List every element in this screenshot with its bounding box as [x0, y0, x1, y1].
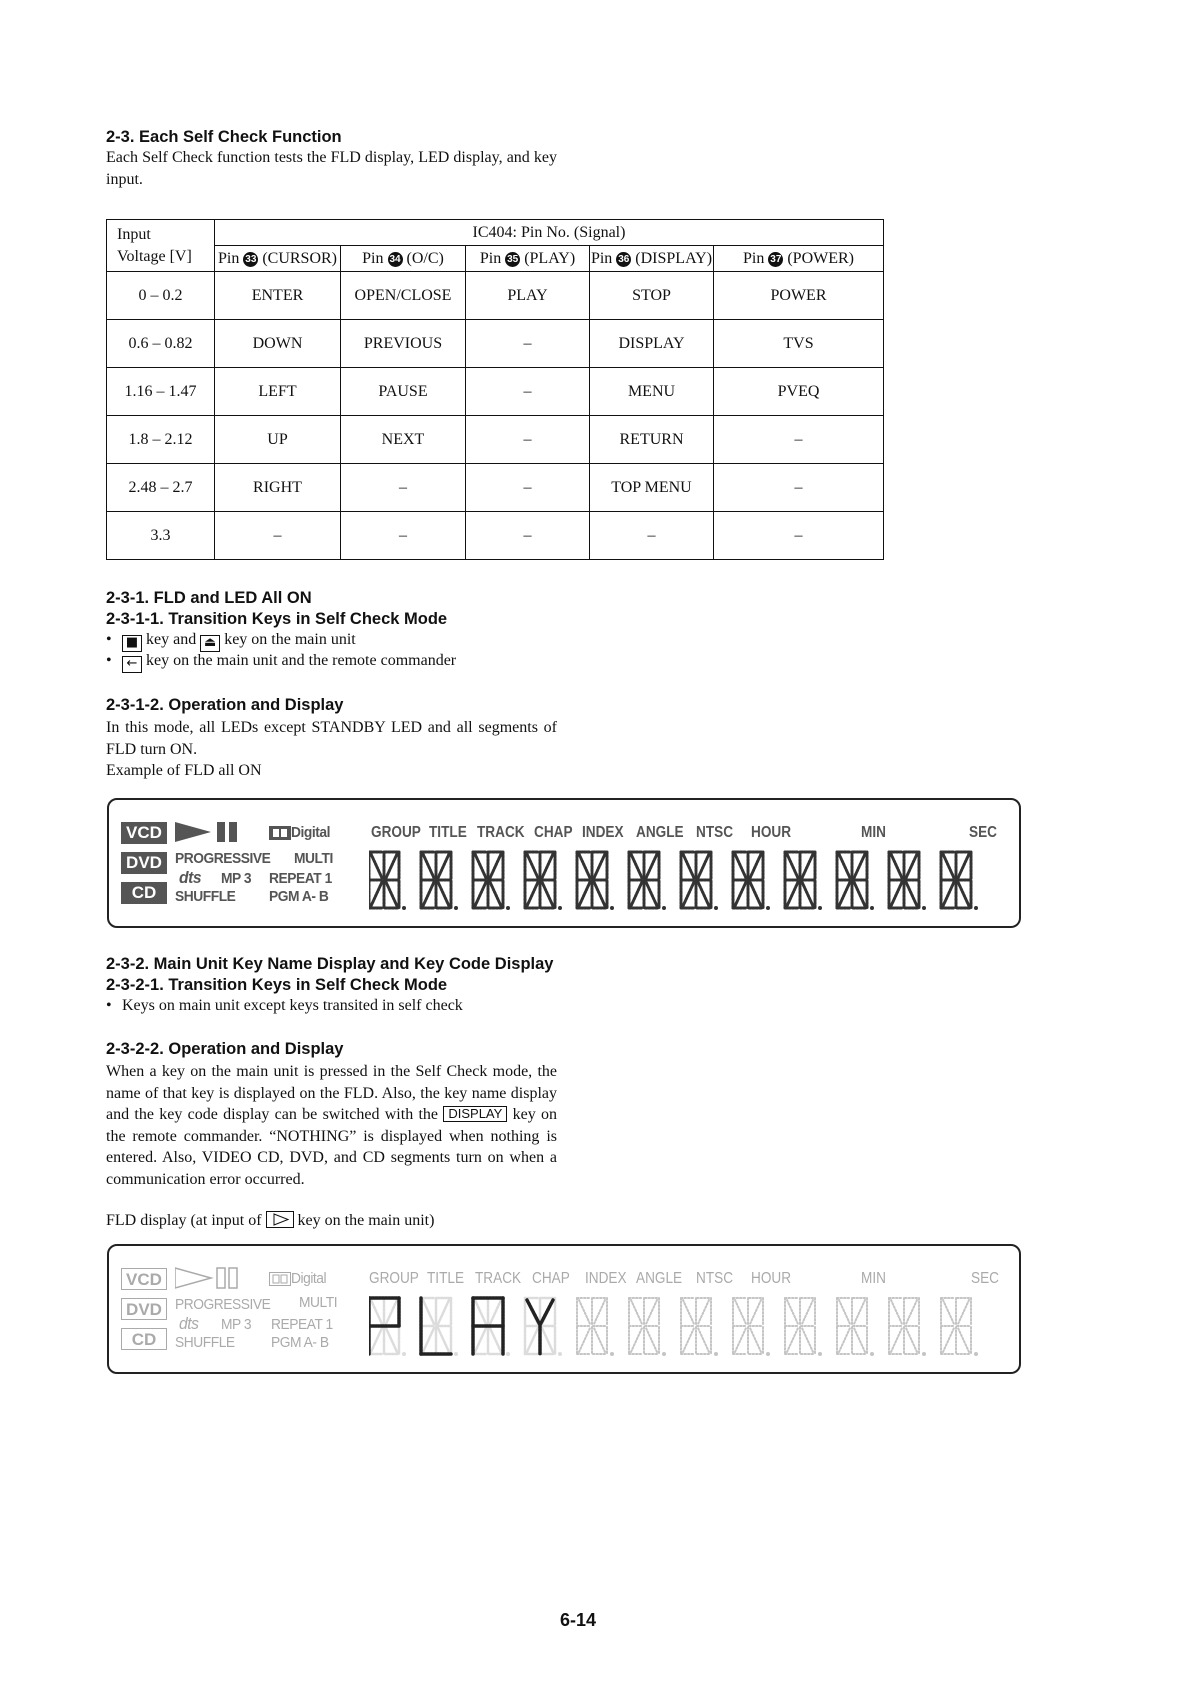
repeat-label: REPEAT 1: [269, 870, 332, 887]
fld-segment: [490, 882, 501, 906]
digital-label: Digital: [291, 1270, 327, 1287]
fld-segment: [423, 882, 434, 906]
vcd-indicator: VCD: [121, 1268, 167, 1290]
pgm-ab-label: PGM A- B: [269, 888, 329, 905]
vcd-indicator: VCD: [121, 822, 167, 844]
fld-dot: [922, 1352, 926, 1356]
fld-dot: [558, 1352, 562, 1356]
cd-indicator: CD: [121, 1328, 167, 1350]
mp3-label: MP 3: [221, 870, 252, 887]
fld-segment: [958, 1328, 969, 1352]
fld-segment: [891, 1300, 902, 1324]
fld-segment: [371, 1328, 382, 1352]
caption-text: FLD display (at input of: [106, 1212, 262, 1229]
fld-segment: [839, 1328, 850, 1352]
min-label: MIN: [861, 824, 886, 841]
input-voltage-header: [107, 220, 215, 272]
hour-label: HOUR: [751, 824, 792, 841]
fld-segment: [646, 1328, 657, 1352]
fld-digit-row: [369, 1296, 1009, 1360]
fld-segment: [475, 1328, 486, 1352]
fld-dot: [818, 906, 822, 910]
fld-segment: [579, 882, 590, 906]
pin-33-header: [215, 246, 341, 272]
fld-segment: [735, 1328, 746, 1352]
fld-dot: [506, 906, 510, 910]
index-label: INDEX: [582, 824, 624, 841]
dvd-indicator: DVD: [121, 852, 167, 874]
table-cell: PAUSE: [341, 368, 466, 416]
s232-body: [106, 1061, 557, 1190]
fld-segment: [802, 854, 813, 878]
table-row: [107, 512, 884, 560]
table-header-row: [107, 220, 884, 246]
fld-segment: [802, 882, 813, 906]
fld-segment: [527, 854, 538, 878]
fld-segment: [475, 854, 486, 878]
index-label: INDEX: [585, 1270, 627, 1287]
s231-sub2: 2-3-1-2. Operation and Display: [106, 696, 344, 714]
title-label: TITLE: [427, 1270, 465, 1287]
s231-title: 2-3-1. FLD and LED All ON: [106, 589, 312, 607]
table-cell: UP: [215, 416, 341, 464]
dolby-icon: [269, 826, 291, 840]
shuffle-label: SHUFFLE: [175, 1334, 235, 1351]
fld-segment: [750, 882, 761, 906]
bullet-text: key on the main unit: [224, 631, 356, 648]
table-row: [107, 320, 884, 368]
s232-sub2: 2-3-2-2. Operation and Display: [106, 1040, 344, 1058]
multi-label: MULTI: [299, 1294, 338, 1311]
display-key-icon: DISPLAY: [443, 1106, 507, 1122]
pin-number: 37: [770, 253, 782, 265]
digital-label: Digital: [291, 824, 330, 841]
fld-caption: [106, 1210, 434, 1232]
angle-label: ANGLE: [636, 1270, 683, 1287]
hour-label: HOUR: [751, 1270, 792, 1287]
fld-segment: [906, 882, 917, 906]
fld-segment: [683, 1300, 694, 1324]
fld-segment: [943, 1328, 954, 1352]
fld-segment: [891, 1328, 902, 1352]
pin-prefix: Pin: [743, 249, 765, 267]
mp3-label: MP 3: [221, 1316, 252, 1333]
table-cell: –: [590, 512, 714, 560]
fld-dot: [870, 906, 874, 910]
sec-label: SEC: [971, 1270, 999, 1287]
table-cell: –: [466, 416, 590, 464]
table-cell: DISPLAY: [590, 320, 714, 368]
ntsc-label: NTSC: [696, 1270, 734, 1287]
table-cell: LEFT: [215, 368, 341, 416]
fld-segment: [958, 882, 969, 906]
body-text: When a key on the main unit is pressed in the Self Check mode, the name of that key is displayed on the FLD. Also, the key name display and the key code display can be switched with the: [106, 1063, 557, 1123]
signal-header: IC404: Pin No. (Signal): [215, 220, 884, 246]
s231-example: Example of FLD all ON: [106, 762, 262, 779]
table-cell: –: [466, 464, 590, 512]
fld-segment: [854, 854, 865, 878]
fld-segment: [906, 1328, 917, 1352]
fld-segment: [423, 1300, 434, 1324]
fld-segment: [527, 1328, 538, 1352]
table-cell: –: [466, 320, 590, 368]
body-text: key on the remote commander. “NOTHING” is displayed when nothing is entered. Also, VIDEO CD, DVD, and CD segments turn on when a communication error occurred.: [106, 1106, 558, 1188]
fld-segment: [958, 1300, 969, 1324]
table-cell: –: [215, 512, 341, 560]
table-cell: –: [714, 464, 884, 512]
ic404-pin-table: [106, 219, 884, 560]
fld-segment: [943, 1300, 954, 1324]
fld-segment: [943, 854, 954, 878]
fld-dot: [402, 1352, 406, 1356]
multi-label: MULTI: [294, 850, 333, 867]
table-cell: TOP MENU: [590, 464, 714, 512]
pin-prefix: Pin: [590, 249, 613, 267]
fld-segment: [839, 854, 850, 878]
fld-segment: [579, 1300, 590, 1324]
cd-indicator: CD: [121, 882, 167, 904]
progressive-label: PROGRESSIVE: [175, 1296, 271, 1313]
fld-segment: [646, 854, 657, 878]
pin-35-header: [466, 246, 590, 272]
fld-segment: [386, 1300, 397, 1324]
pin-label: (POWER): [787, 249, 854, 267]
page-number: 6-14: [560, 1610, 597, 1630]
sec-label: SEC: [969, 824, 997, 841]
chap-label: CHAP: [532, 1270, 570, 1287]
table-cell: 3.3: [107, 512, 215, 560]
fld-segment: [475, 882, 486, 906]
fld-segment: [475, 1300, 486, 1324]
fld-segment: [943, 882, 954, 906]
chap-label: CHAP: [534, 824, 573, 841]
section-title: 2-3. Each Self Check Function: [106, 128, 342, 146]
fld-segment: [542, 1328, 553, 1352]
table-cell: MENU: [590, 368, 714, 416]
list-item: • ■ key and ⏏ key on the main unit: [106, 631, 356, 650]
pin-prefix: Pin: [479, 249, 502, 267]
table-cell: RETURN: [590, 416, 714, 464]
fld-segment: [594, 1328, 605, 1352]
fld-segment: [438, 1328, 449, 1352]
fld-segment: [540, 1300, 553, 1325]
fld-segment: [438, 882, 449, 906]
fld-segment: [698, 1328, 709, 1352]
pin-label: (PLAY): [524, 249, 576, 267]
fld-segment: [594, 1300, 605, 1324]
fld-dot: [558, 906, 562, 910]
table-cell: 1.8 – 2.12: [107, 416, 215, 464]
table-cell: TVS: [714, 320, 884, 368]
fld-segment: [371, 882, 382, 906]
s232-title: 2-3-2. Main Unit Key Name Display and Key Code Display: [106, 955, 554, 973]
input-header-line2: Voltage [V]: [117, 247, 192, 265]
fld-dot: [870, 1352, 874, 1356]
table-cell: OPEN/CLOSE: [341, 272, 466, 320]
fld-segment: [527, 1300, 540, 1325]
fld-segment: [594, 854, 605, 878]
fld-segment: [438, 854, 449, 878]
table-cell: –: [341, 464, 466, 512]
dvd-indicator: DVD: [121, 1298, 167, 1320]
fld-segment: [423, 854, 434, 878]
pin-37-header: [714, 246, 884, 272]
s232-sub1: 2-3-2-1. Transition Keys in Self Check Mode: [106, 976, 448, 994]
table-cell: 0 – 0.2: [107, 272, 215, 320]
fld-segment: [386, 882, 397, 906]
fld-segment: [542, 854, 553, 878]
fld-segment: [735, 1300, 746, 1324]
fld-segment: [787, 1328, 798, 1352]
table-row: [107, 272, 884, 320]
pin-label: (CURSOR): [262, 249, 338, 267]
fld-segment: [631, 1300, 642, 1324]
repeat-label: REPEAT 1: [271, 1316, 333, 1333]
fld-dot: [610, 1352, 614, 1356]
table-cell: STOP: [590, 272, 714, 320]
dolby-icon: [269, 1272, 291, 1286]
caption-text: key on the main unit): [297, 1212, 435, 1229]
fld-dot: [818, 1352, 822, 1356]
return-key-icon: ←: [122, 656, 142, 673]
track-label: TRACK: [477, 824, 525, 841]
fld-segment: [579, 1328, 590, 1352]
table-row: [107, 368, 884, 416]
list-item: • ← key on the main unit and the remote commander: [106, 652, 457, 671]
play-key-icon: [266, 1211, 294, 1228]
table-cell: ENTER: [215, 272, 341, 320]
fld-segment: [490, 854, 501, 878]
table-row: [107, 416, 884, 464]
table-cell: –: [466, 368, 590, 416]
fld-segment: [646, 882, 657, 906]
section-intro: Each Self Check function tests the FLD display, LED display, and key input.: [106, 149, 557, 188]
fld-segment: [386, 1328, 397, 1352]
fld-segment: [802, 1300, 813, 1324]
title-label: TITLE: [429, 824, 467, 841]
fld-dot: [662, 906, 666, 910]
fld-dot: [974, 1352, 978, 1356]
ntsc-label: NTSC: [696, 824, 734, 841]
dts-label: dts: [179, 868, 202, 887]
fld-dot: [506, 1352, 510, 1356]
pin-36-header: [590, 246, 714, 272]
pin-header-row: [107, 246, 884, 272]
fld-segment: [698, 1300, 709, 1324]
fld-segment: [683, 882, 694, 906]
table-cell: 1.16 – 1.47: [107, 368, 215, 416]
stop-key-icon: ■: [122, 635, 142, 652]
play-pause-icon: [175, 1266, 241, 1290]
fld-segment: [490, 1328, 501, 1352]
fld-dot: [714, 1352, 718, 1356]
fld-dot: [922, 906, 926, 910]
progressive-label: PROGRESSIVE: [175, 850, 271, 867]
fld-dot: [610, 906, 614, 910]
fld-segment: [750, 854, 761, 878]
fld-segment: [646, 1300, 657, 1324]
fld-dot: [402, 906, 406, 910]
input-header-line1: Input: [117, 225, 151, 243]
pgm-ab-label: PGM A- B: [271, 1334, 329, 1351]
group-label: GROUP: [371, 824, 421, 841]
angle-label: ANGLE: [636, 824, 684, 841]
list-item: • Keys on main unit except keys transited in self check: [106, 997, 463, 1014]
fld-segment: [594, 882, 605, 906]
pin-number: 35: [507, 253, 519, 265]
fld-segment: [542, 882, 553, 906]
dts-label: dts: [179, 1314, 199, 1333]
fld-segment: [787, 1300, 798, 1324]
fld-segment: [891, 854, 902, 878]
fld-segment: [371, 1300, 382, 1324]
table-cell: NEXT: [341, 416, 466, 464]
table-cell: –: [466, 512, 590, 560]
table-cell: –: [714, 416, 884, 464]
fld-segment: [698, 854, 709, 878]
fld-segment: [839, 1300, 850, 1324]
pin-number: 33: [245, 253, 257, 265]
pin-number: 34: [389, 253, 401, 265]
fld-segment: [958, 854, 969, 878]
fld-key-name-panel: [107, 1244, 1021, 1374]
s231-body: In this mode, all LEDs except STANDBY LED and all segments of FLD turn ON.: [106, 719, 557, 758]
bullet-text: Keys on main unit except keys transited in self check: [122, 997, 463, 1014]
fld-dot: [454, 906, 458, 910]
fld-segment: [579, 854, 590, 878]
bullet-text: key and: [146, 631, 197, 648]
fld-dot: [662, 1352, 666, 1356]
track-label: TRACK: [475, 1270, 522, 1287]
fld-digit-row: [369, 850, 1009, 914]
fld-segment: [683, 1328, 694, 1352]
fld-segment: [423, 1328, 434, 1352]
fld-segment: [386, 854, 397, 878]
fld-segment: [631, 1328, 642, 1352]
fld-all-on-panel: [107, 798, 1021, 928]
fld-dot: [766, 1352, 770, 1356]
fld-segment: [854, 1300, 865, 1324]
shuffle-label: SHUFFLE: [175, 888, 236, 905]
fld-dot: [974, 906, 978, 910]
fld-dot: [454, 1352, 458, 1356]
fld-segment: [787, 854, 798, 878]
fld-segment: [735, 882, 746, 906]
fld-segment: [787, 882, 798, 906]
fld-segment: [698, 882, 709, 906]
fld-segment: [906, 854, 917, 878]
group-label: GROUP: [369, 1270, 419, 1287]
table-cell: DOWN: [215, 320, 341, 368]
pin-label: (O/C): [406, 249, 444, 267]
fld-segment: [891, 882, 902, 906]
table-cell: RIGHT: [215, 464, 341, 512]
pin-34-header: [341, 246, 466, 272]
table-cell: POWER: [714, 272, 884, 320]
table-cell: PLAY: [466, 272, 590, 320]
table-cell: 0.6 – 0.82: [107, 320, 215, 368]
fld-segment: [683, 854, 694, 878]
fld-segment: [854, 882, 865, 906]
pin-prefix: Pin: [362, 249, 384, 267]
fld-segment: [631, 882, 642, 906]
eject-key-icon: ⏏: [200, 635, 220, 652]
table-cell: –: [341, 512, 466, 560]
fld-segment: [802, 1328, 813, 1352]
table-cell: PREVIOUS: [341, 320, 466, 368]
pin-label: (DISPLAY): [635, 249, 713, 267]
table-cell: PVEQ: [714, 368, 884, 416]
fld-segment: [527, 882, 538, 906]
pin-number: 36: [618, 253, 630, 265]
table-cell: 2.48 – 2.7: [107, 464, 215, 512]
s231-sub1: 2-3-1-1. Transition Keys in Self Check Mode: [106, 610, 448, 628]
fld-segment: [735, 854, 746, 878]
table-cell: –: [714, 512, 884, 560]
fld-segment: [750, 1300, 761, 1324]
fld-segment: [631, 854, 642, 878]
table-row: [107, 464, 884, 512]
fld-segment: [490, 1300, 501, 1324]
fld-segment: [839, 882, 850, 906]
fld-dot: [714, 906, 718, 910]
fld-segment: [371, 854, 382, 878]
fld-segment: [750, 1328, 761, 1352]
bullet-text: key on the main unit and the remote commander: [146, 652, 457, 669]
play-pause-icon: [175, 820, 241, 844]
fld-segment: [438, 1300, 449, 1324]
min-label: MIN: [861, 1270, 886, 1287]
fld-segment: [854, 1328, 865, 1352]
fld-segment: [906, 1300, 917, 1324]
pin-prefix: Pin: [217, 249, 240, 267]
fld-dot: [766, 906, 770, 910]
